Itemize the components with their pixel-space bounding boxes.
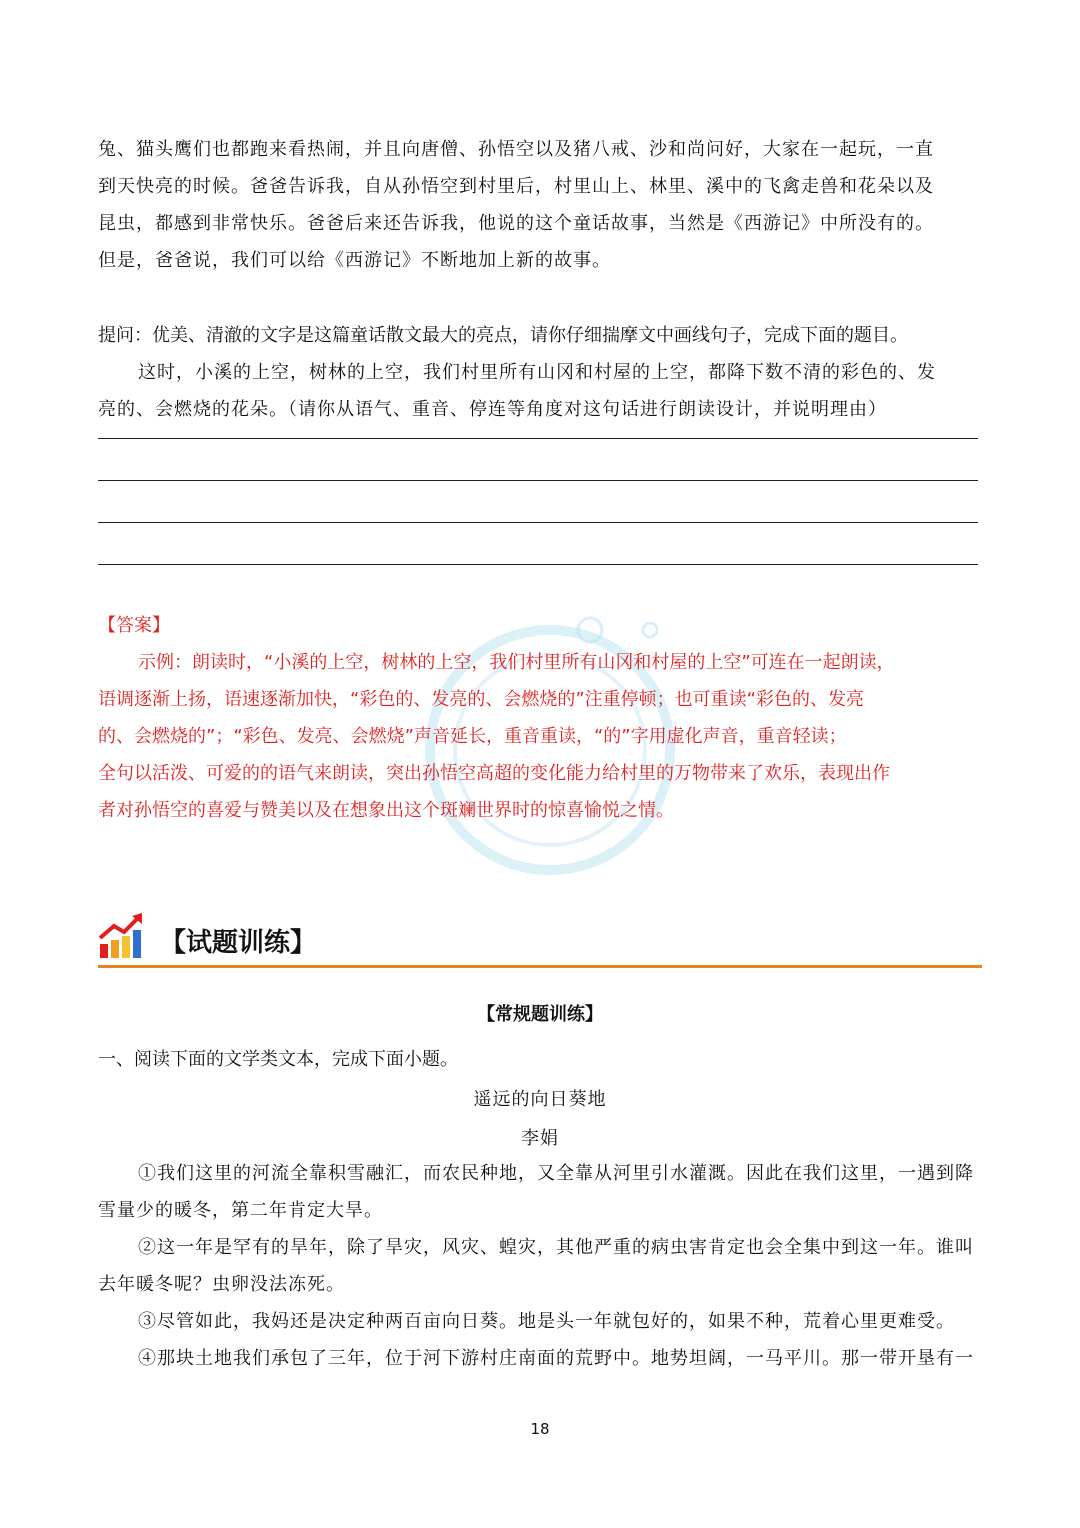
- answer-blank-line[interactable]: [98, 438, 978, 439]
- answer-blank-line[interactable]: [98, 564, 978, 565]
- article-author: 李娟: [521, 1128, 559, 1149]
- answer-line: 示例：朗读时，“小溪的上空，树林的上空，我们村里所有山冈和村屋的上空”可连在一起朗读，: [138, 652, 895, 673]
- story-continuation: [98, 131, 982, 279]
- article-paragraph-line: 去年暖冬呢？虫卵没法冻死。: [98, 1274, 345, 1295]
- story-line: 到天快亮的时候。爸爸告诉我，自从孙悟空到村里后，村里山上、林里、溪中的飞禽走兽和花朵以及: [98, 176, 934, 197]
- article-paragraph-line: ③尽管如此，我妈还是决定种两百亩向日葵。地是头一年就包好的，如果不种，荒着心里更难受。: [138, 1311, 955, 1332]
- answer-line: 全句以活泼、可爱的的语气来朗读，突出孙悟空高超的变化能力给村里的万物带来了欢乐，表现出作: [98, 763, 890, 784]
- question-quote-line: 亮的、会燃烧的花朵。（请你从语气、重音、停连等角度对这句话进行朗读设计，并说明理由）: [98, 399, 887, 420]
- article-paragraph-line: ②这一年是罕有的旱年，除了旱灾，风灾、蝗灾，其他严重的病虫害肯定也会全集中到这一年。谁叫: [138, 1237, 974, 1258]
- article-paragraph-line: ④那块土地我们承包了三年，位于河下游村庄南面的荒野中。地势坦阔，一马平川。那一带开垦有一: [138, 1348, 974, 1369]
- section-title: 【试题训练】: [160, 928, 317, 958]
- answer-label: 【答案】: [98, 615, 170, 636]
- article-paragraph-line: 雪量少的暖冬，第二年肯定大旱。: [98, 1200, 383, 1221]
- article-paragraph-line: ①我们这里的河流全靠积雪融汇，而农民种地，又全靠从河里引水灌溉。因此在我们这里，一遇到降: [138, 1163, 974, 1184]
- section-subtitle: 【常规题训练】: [477, 1004, 603, 1025]
- story-line: 兔、猫头鹰们也都跑来看热闹，并且向唐僧、孙悟空以及猪八戒、沙和尚问好，大家在一起玩，一直: [98, 139, 934, 160]
- answer-line: 的、会燃烧的”；“彩色、发亮、会燃烧”声音延长，重音重读，“的”字用虚化声音，重音轻读；: [98, 726, 847, 747]
- article-body: [98, 1155, 982, 1377]
- answer-blank-line[interactable]: [98, 480, 978, 481]
- question-quote-line: 这时，小溪的上空，树林的上空，我们村里所有山冈和村屋的上空，都降下数不清的彩色的、发: [138, 362, 936, 383]
- answer-line: 语调逐渐上扬，语速逐渐加快，“彩色的、发亮的、会燃烧的”注重停顿；也可重读“彩色的、发亮: [98, 689, 864, 710]
- article-title: 遥远的向日葵地: [473, 1089, 607, 1110]
- story-line: 昆虫，都感到非常快乐。爸爸后来还告诉我，他说的这个童话故事，当然是《西游记》中所没有的。: [98, 213, 934, 234]
- answer-block: [98, 607, 982, 829]
- question-prompt: 提问：优美、清澈的文字是这篇童话散文最大的亮点，请你仔细揣摩文中画线句子，完成下面的题目。: [98, 325, 908, 346]
- answer-line: 者对孙悟空的喜爱与赞美以及在想象出这个斑斓世界时的惊喜愉悦之情。: [98, 800, 674, 821]
- section-divider: [98, 965, 982, 968]
- page-number: 18: [530, 1420, 550, 1438]
- story-line: 但是，爸爸说，我们可以给《西游记》不断地加上新的故事。: [98, 250, 611, 271]
- question-block: [98, 317, 982, 428]
- chart-trend-icon: [98, 912, 146, 960]
- section-instruction: 一、阅读下面的文学类文本，完成下面小题。: [98, 1049, 458, 1070]
- answer-blank-line[interactable]: [98, 522, 978, 523]
